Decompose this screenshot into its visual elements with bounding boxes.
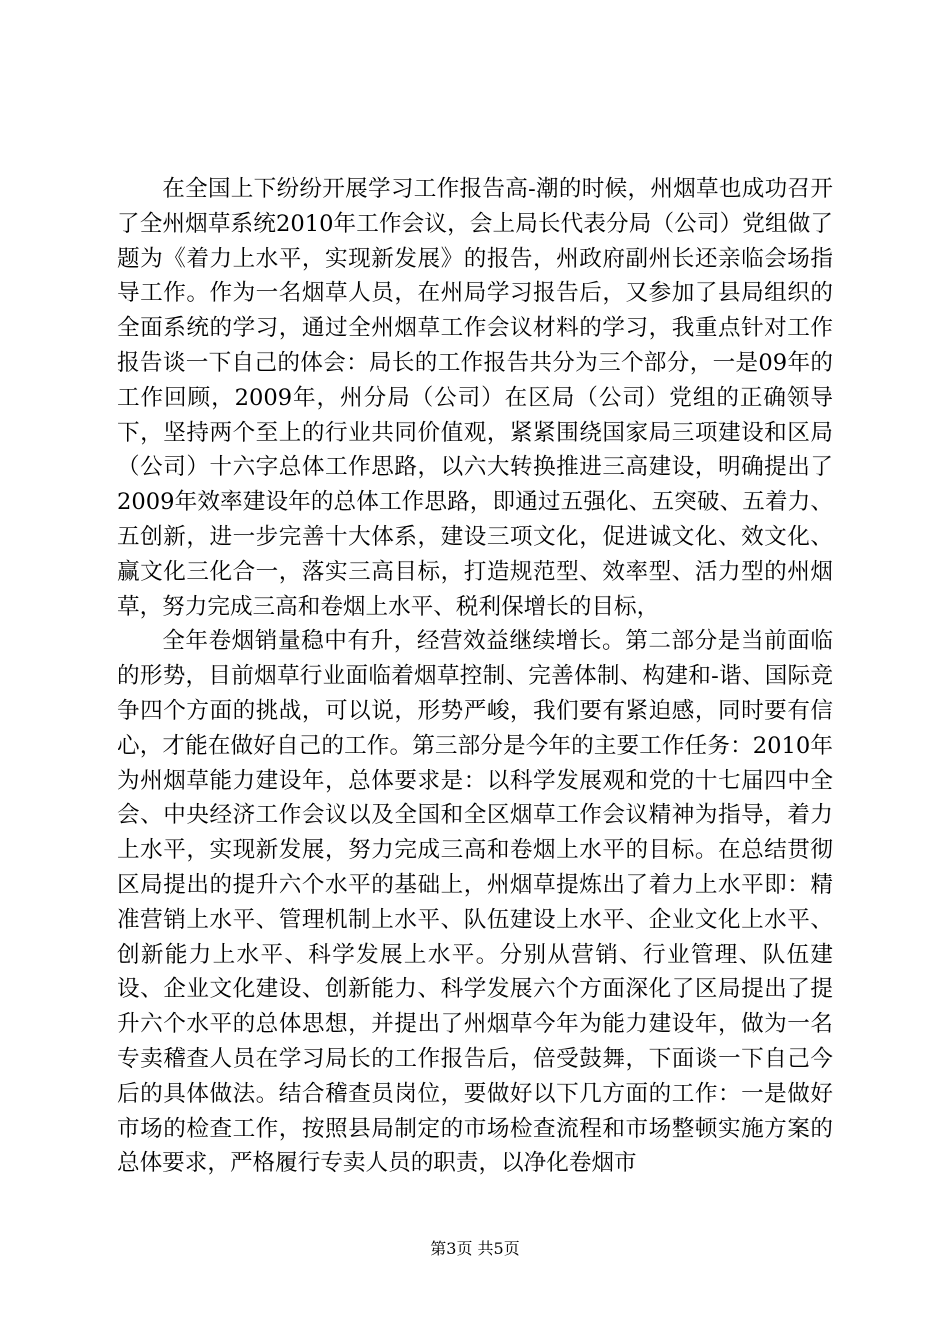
document-body	[117, 172, 833, 1181]
paragraph-2: 全年卷烟销量稳中有升，经营效益继续增长。第二部分是当前面临的形势，目前烟草行业面临着烟草控制、完善体制、构建和-谐、国际竞争四个方面的挑战，可以说，形势严峻，我们要有紧迫感，同时要有信心，才能在做好自己的工作。第三部分是今年的主要工作任务：2010年为州烟草能力建设年，总体要求是：以科学发展观和党的十七届四中全会、中央经济工作会议以及全国和全区烟草工作会议精神为指导，着力上水平，实现新发展，努力完成三高和卷烟上水平的目标。在总结贯彻区局提出的提升六个水平的基础上，州烟草提炼出了着力上水平即：精准营销上水平、管理机制上水平、队伍建设上水平、企业文化上水平、创新能力上水平、科学发展上水平。分别从营销、行业管理、队伍建设、企业文化建设、创新能力、科学发展六个方面深化了区局提出了提升六个水平的总体思想，并提出了州烟草今年为能力建设年，做为一名专卖稽查人员在学习局长的工作报告后，倍受鼓舞，下面谈一下自己今后的具体做法。结合稽查员岗位，要做好以下几方面的工作：一是做好市场的检查工作，按照县局制定的市场检查流程和市场整顿实施方案的总体要求，严格履行专卖人员的职责，以净化卷烟市	[117, 628, 833, 1177]
page-footer: 第3页 共5页	[430, 1239, 520, 1258]
paragraph-1: 在全国上下纷纷开展学习工作报告高-潮的时候，州烟草也成功召开了全州烟草系统2010年工作会议，会上局长代表分局（公司）党组做了题为《着力上水平，实现新发展》的报告，州政府副州长还亲临会场指导工作。作为一名烟草人员，在州局学习报告后，又参加了县局组织的全面系统的学习，通过全州烟草工作会议材料的学习，我重点针对工作报告谈一下自己的体会：局长的工作报告共分为三个部分，一是09年的工作回顾，2009年，州分局（公司）在区局（公司）党组的正确领导下，坚持两个至上的行业共同价值观，紧紧围绕国家局三项建设和区局（公司）十六字总体工作思路，以六大转换推进三高建设，明确提出了2009年效率建设年的总体工作思路，即通过五强化、五突破、五着力、五创新，进一步完善十大体系，建设三项文化，促进诚文化、效文化、赢文化三化合一，落实三高目标，打造规范型、效率型、活力型的州烟草，努力完成三高和卷烟上水平、税利保增长的目标，	[117, 176, 833, 620]
